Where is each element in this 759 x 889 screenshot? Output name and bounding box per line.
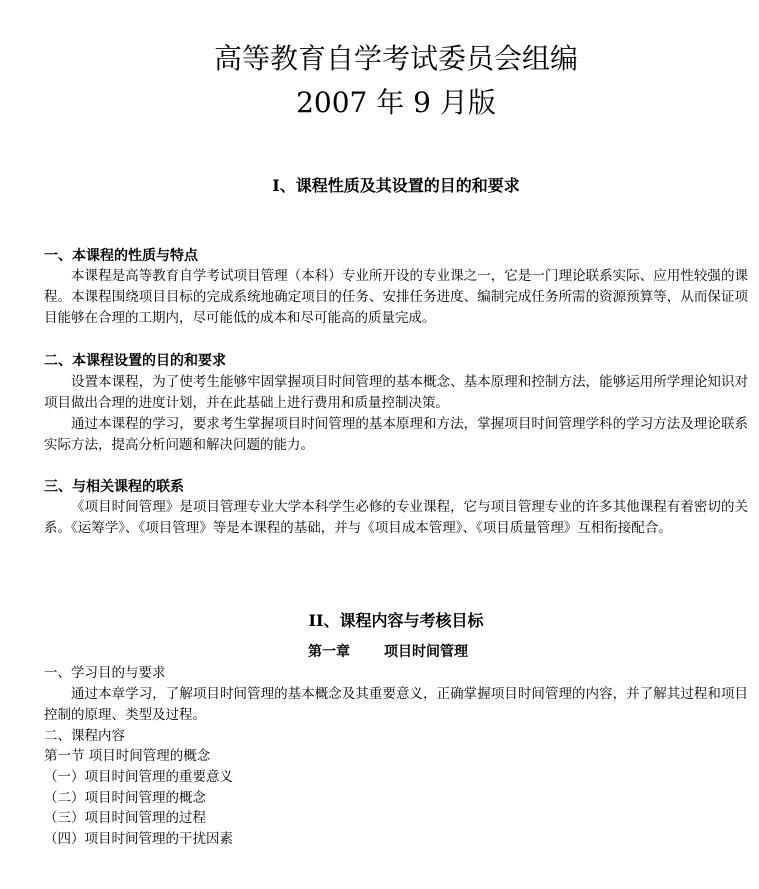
list-item: （一）项目时间管理的重要意义 [44,769,233,785]
paragraph-goals: 通过本章学习，了解项目时间管理的基本概念及其重要意义，正确掌握项目时间管理的内容，并了解其过程和项目控制的原理、类型及过程。 [44,686,748,723]
chapter-title: 项目时间管理 [384,644,468,660]
part2-heading: II、课程内容与考核目标 [308,611,484,630]
section-heading-purpose: 二、本课程设置的目的和要求 [44,353,226,369]
chapter-heading [308,642,468,662]
section-title-concept: 第一节 项目时间管理的概念 [44,748,211,764]
list-item: （三）项目时间管理的过程 [44,810,206,826]
document-edition: 2007 年 9 月版 [296,86,496,119]
section-heading-related: 三、与相关课程的联系 [44,479,184,495]
chapter-label: 第一章 [308,644,350,660]
list-item: （二）项目时间管理的概念 [44,790,206,806]
list-item: （四）项目时间管理的干扰因素 [44,831,233,847]
paragraph-purpose-2: 通过本课程的学习，要求考生掌握项目时间管理的基本原理和方法，掌握项目时间管理学科的学习方法及理论联系实际方法，提高分析问题和解决问题的能力。 [44,416,748,453]
paragraph-related: 《项目时间管理》是项目管理专业大学本科学生必修的专业课程，它与项目管理专业的许多其他课程有着密切的关系。《运筹学》、《项目管理》等是本课程的基础，并与《项目成本管理》、《项目质量管理》互相衔接配合。 [44,499,748,536]
subheading-goals: 一、学习目的与要求 [44,665,166,681]
subheading-content: 二、课程内容 [44,728,125,744]
section-heading-nature: 一、本课程的性质与特点 [44,248,198,264]
document-title: 高等教育自学考试委员会组编 [213,42,578,75]
paragraph-nature: 本课程是高等教育自学考试项目管理（本科）专业所开设的专业课之一，它是一门理论联系实际、应用性较强的课程。本课程围绕项目目标的完成系统地确定项目的任务、安排任务进度、编制完成任务所需的资源预算等，从而保证项目能够在合理的工期内，尽可能低的成本和尽可能高的质量完成。 [44,268,748,326]
paragraph-purpose-1: 设置本课程，为了使考生能够牢固掌握项目时间管理的基本概念、基本原理和控制方法，能够运用所学理论知识对项目做出合理的进度计划，并在此基础上进行费用和质量控制决策。 [44,374,748,411]
part1-heading: I、课程性质及其设置的目的和要求 [272,176,520,195]
